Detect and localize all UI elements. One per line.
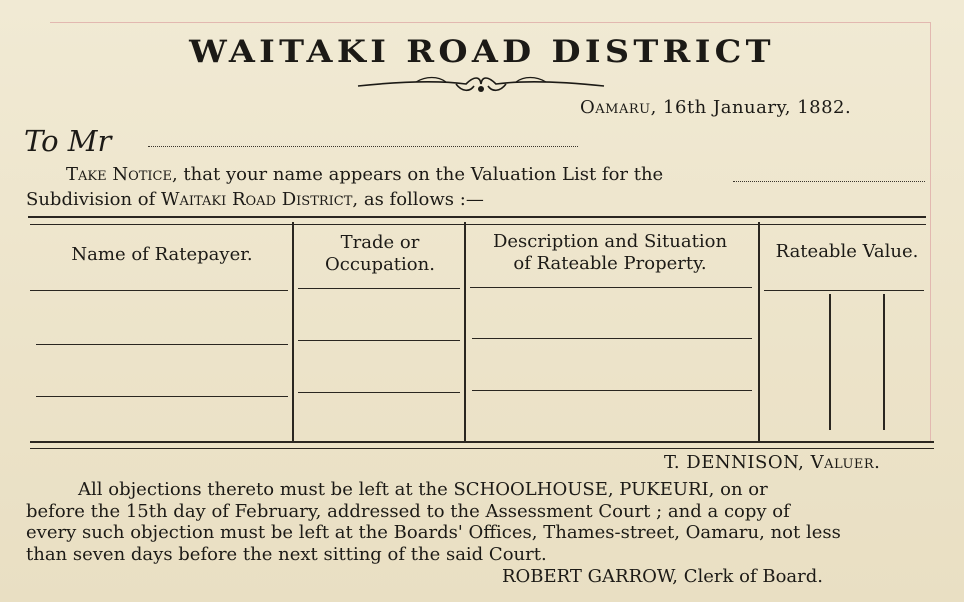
column-divider bbox=[464, 222, 466, 442]
objections-line: every such objection must be left at the Boards' Offices, Thames-street, Oamaru, not less bbox=[26, 522, 841, 543]
notice-text: that your name appears on the Valuation List for the bbox=[177, 164, 664, 185]
table-bottom-rule-inner bbox=[30, 448, 934, 449]
objections-paragraph bbox=[26, 479, 934, 565]
clerk-role: Clerk of Board. bbox=[683, 566, 823, 587]
objections-line: than seven days before the next sitting of the said Court. bbox=[26, 543, 547, 565]
place-name: Oamaru, bbox=[580, 97, 657, 118]
subdivision-line bbox=[26, 189, 484, 210]
header-description bbox=[470, 231, 750, 275]
value-subcolumn-divider bbox=[829, 294, 831, 430]
subdivision-dotted-line bbox=[733, 181, 925, 182]
valuer-name: T. DENNISON, bbox=[664, 452, 805, 473]
table-row-line bbox=[36, 344, 288, 345]
subdivision-district: Waitaki Road District, bbox=[161, 189, 359, 210]
table-bottom-rule bbox=[30, 441, 934, 443]
addressee-label: To Mr bbox=[24, 124, 112, 158]
value-subcolumn-divider bbox=[883, 294, 885, 430]
header-description-line-1: Description and Situation bbox=[492, 231, 728, 252]
valuer-signature bbox=[664, 452, 880, 473]
table-row-line bbox=[30, 290, 288, 291]
table-row-line bbox=[470, 287, 752, 288]
header-rateable-value: Rateable Value. bbox=[775, 241, 919, 262]
table-row-line bbox=[298, 340, 460, 341]
notice-line bbox=[66, 164, 663, 185]
subdivision-lead: Subdivision of bbox=[26, 189, 162, 210]
addressee-dotted-line bbox=[148, 146, 578, 147]
column-divider bbox=[758, 222, 760, 442]
header-trade-occupation bbox=[300, 232, 460, 276]
table-row-line bbox=[298, 392, 460, 393]
clerk-name: ROBERT GARROW, bbox=[502, 566, 678, 587]
header-name-of-ratepayer: Name of Ratepayer. bbox=[71, 244, 253, 265]
notice-lead: Take Notice, bbox=[66, 164, 178, 185]
subdivision-tail: as follows :— bbox=[358, 189, 484, 210]
header-description-line-2: of Rateable Property. bbox=[513, 253, 707, 274]
district-title: WAITAKI ROAD DISTRICT bbox=[189, 34, 775, 70]
objections-line: All objections thereto must be left at the SCHOOLHOUSE, PUKEURI, on or bbox=[78, 479, 768, 500]
table-row-line bbox=[764, 290, 924, 291]
table-row-line bbox=[472, 338, 752, 339]
clerk-signature bbox=[502, 566, 823, 587]
table-row-line bbox=[36, 396, 288, 397]
table-row-line bbox=[298, 288, 460, 289]
issue-date: 16th January, 1882. bbox=[663, 97, 852, 118]
header-trade-line-2: Occupation. bbox=[325, 254, 435, 275]
objections-line: before the 15th day of February, addressed to the Assessment Court ; and a copy of bbox=[26, 500, 790, 522]
table-row-line bbox=[472, 390, 752, 391]
table-top-rule bbox=[28, 216, 926, 218]
date-line bbox=[580, 97, 851, 118]
valuer-role: Valuer. bbox=[810, 452, 881, 473]
column-divider bbox=[292, 222, 294, 442]
table-top-rule-inner bbox=[30, 224, 926, 225]
flourish-ornament-icon bbox=[356, 72, 606, 98]
header-trade-line-1: Trade or bbox=[340, 232, 420, 253]
